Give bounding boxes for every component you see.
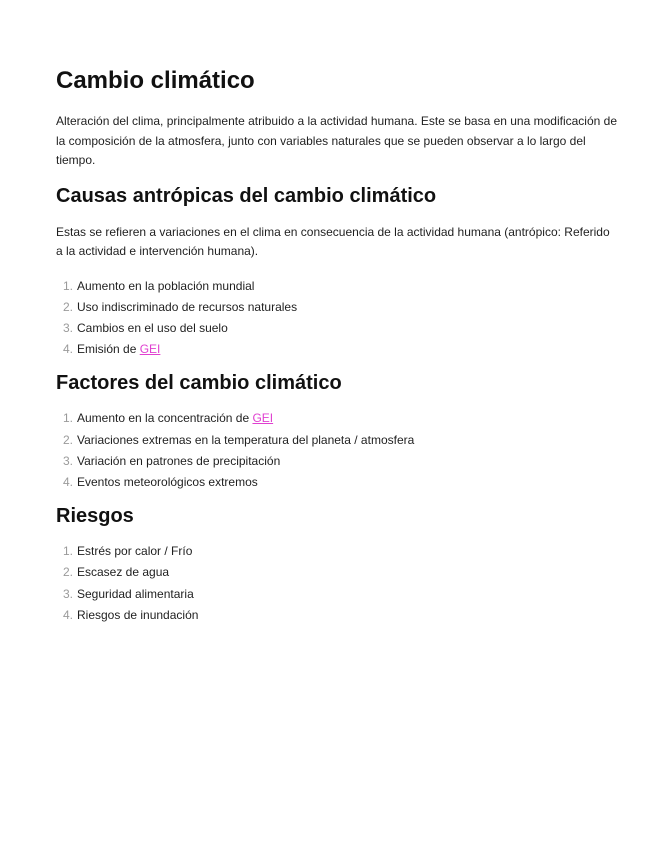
list-item-text: Variación en patrones de precipitación bbox=[77, 453, 281, 468]
list-number: 3. bbox=[62, 320, 73, 335]
list-item bbox=[56, 451, 619, 472]
factores-list bbox=[56, 408, 619, 493]
list-item-text: Uso indiscriminado de recursos naturales bbox=[77, 299, 298, 314]
list-item-text: Cambios en el uso del suelo bbox=[77, 320, 228, 335]
list-item bbox=[56, 541, 619, 562]
list-item bbox=[56, 584, 619, 605]
list-number: 3. bbox=[62, 453, 73, 468]
list-item bbox=[56, 339, 619, 360]
list-number: 1. bbox=[62, 278, 73, 293]
list-item bbox=[56, 297, 619, 318]
list-item-text: Seguridad alimentaria bbox=[77, 586, 194, 601]
list-item-text: Escasez de agua bbox=[77, 565, 170, 580]
list-item bbox=[56, 430, 619, 451]
list-number: 3. bbox=[62, 586, 73, 601]
page-title: Cambio climático bbox=[56, 67, 255, 94]
list-item-text: Emisión de bbox=[77, 342, 140, 357]
gei-link[interactable]: GEI bbox=[252, 411, 274, 426]
list-item bbox=[56, 472, 619, 493]
list-number: 4. bbox=[62, 342, 73, 357]
list-item-text: Estrés por calor / Frío bbox=[77, 544, 193, 559]
list-item-text: Variaciones extremas en la temperatura del planeta / atmosfera bbox=[77, 432, 415, 447]
list-item-text: Aumento en la población mundial bbox=[77, 278, 255, 293]
section-heading-causas: Causas antrópicas del cambio climático bbox=[56, 184, 437, 207]
list-item bbox=[56, 605, 619, 626]
intro-paragraph: Alteración del clima, principalmente atribuido a la actividad humana. Este se basa en una modificación de la composición de la atmosfera, junto con variables naturales que se pueden observar a lo largo del tiempo. bbox=[56, 114, 617, 167]
section-heading-factores: Factores del cambio climático bbox=[56, 372, 342, 395]
list-number: 4. bbox=[62, 607, 73, 622]
list-item-text: Riesgos de inundación bbox=[77, 607, 199, 622]
list-number: 4. bbox=[62, 474, 73, 489]
list-number: 2. bbox=[62, 299, 73, 314]
riesgos-list bbox=[56, 541, 619, 626]
section-heading-riesgos: Riesgos bbox=[56, 505, 134, 528]
causas-list bbox=[56, 276, 619, 361]
list-item bbox=[56, 276, 619, 297]
causas-description: Estas se refieren a variaciones en el clima en consecuencia de la actividad humana (antrópico: Referido a la actividad e intervención humana). bbox=[56, 224, 610, 258]
list-item bbox=[56, 318, 619, 339]
list-item bbox=[56, 408, 619, 429]
list-item bbox=[56, 562, 619, 583]
gei-link[interactable]: GEI bbox=[139, 342, 161, 357]
list-item-text: Aumento en la concentración de bbox=[77, 411, 253, 426]
list-number: 1. bbox=[62, 411, 73, 426]
list-item-text: Eventos meteorológicos extremos bbox=[77, 474, 258, 489]
list-number: 2. bbox=[62, 565, 73, 580]
list-number: 2. bbox=[62, 432, 73, 447]
list-number: 1. bbox=[62, 544, 73, 559]
